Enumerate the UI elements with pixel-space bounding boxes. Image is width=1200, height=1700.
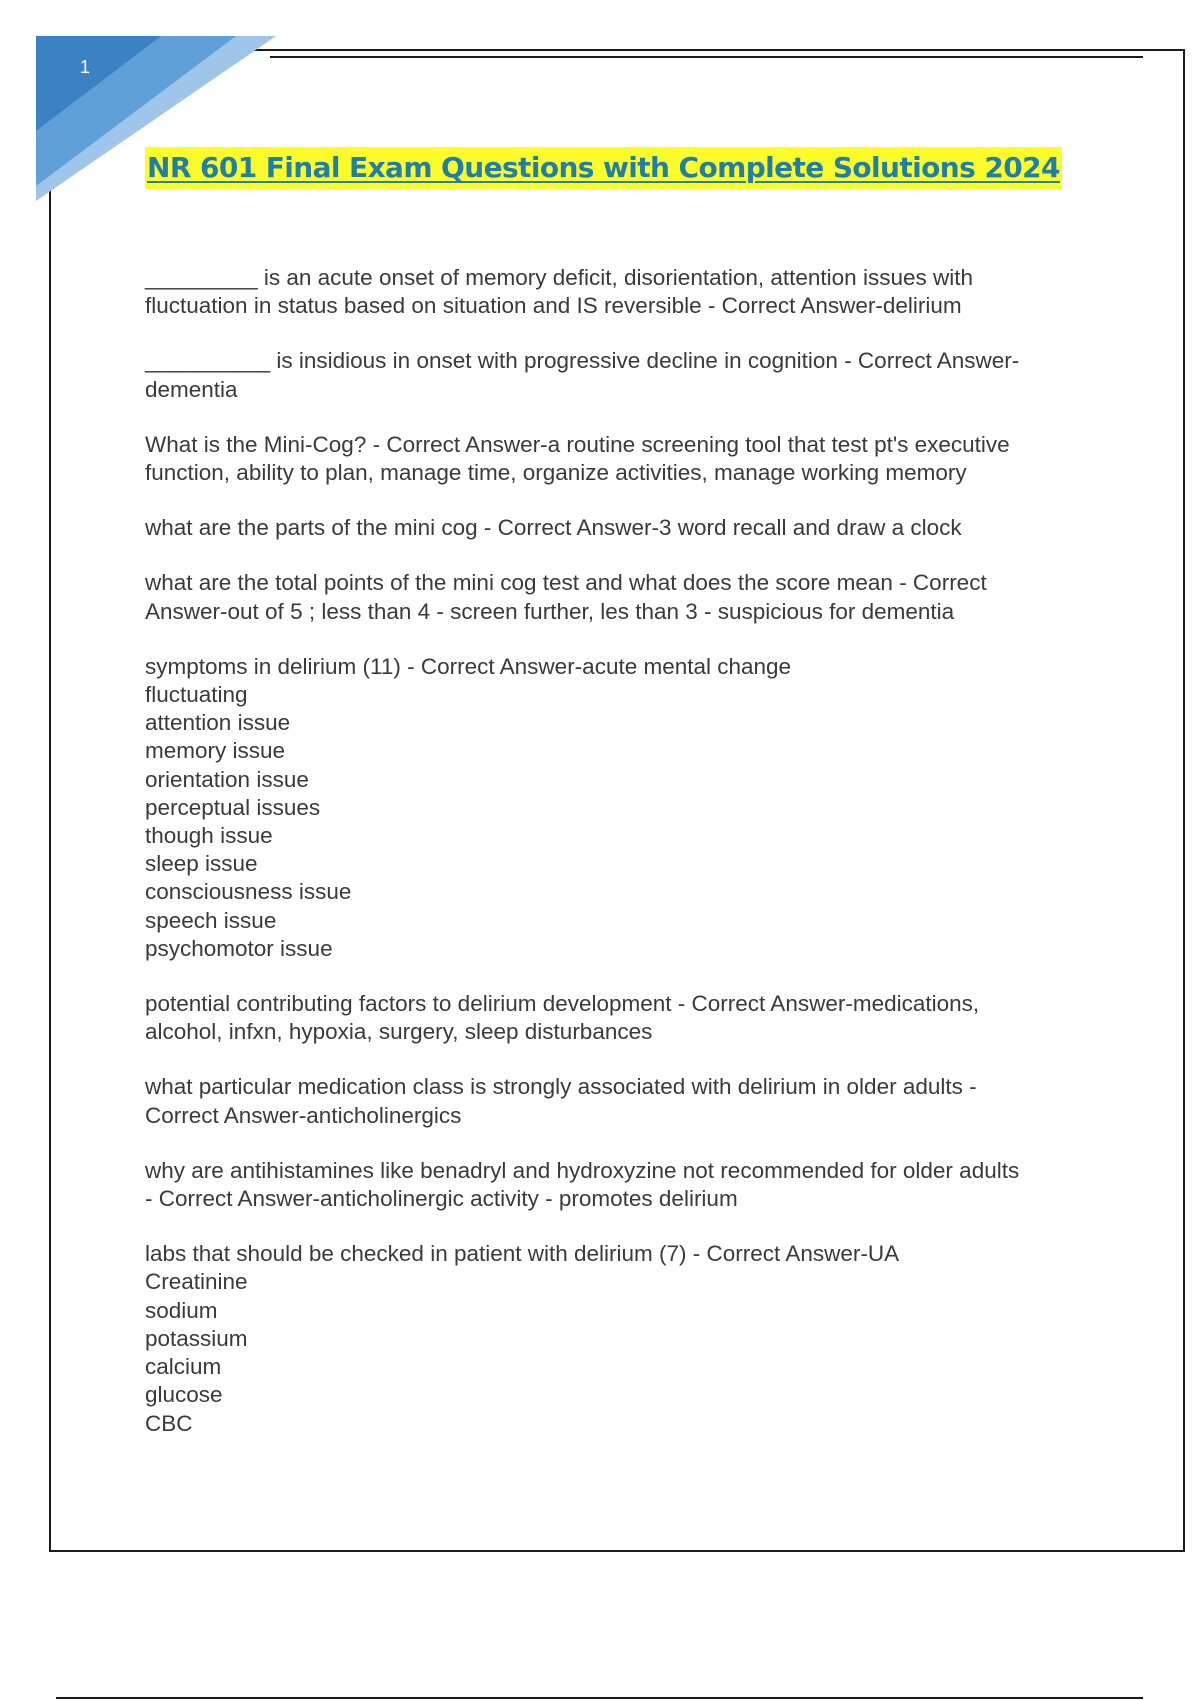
- qa-item-text: labs that should be checked in patient with delirium (7) - Correct Answer-UA Creatinine sodium potassium calcium glucose CBC: [145, 1241, 900, 1436]
- footer-rule: [56, 1697, 1143, 1699]
- qa-item-text: why are antihistamines like benadryl and hydroxyzine not recommended for older adults - Correct Answer-anticholinergic activity - promotes delirium: [145, 1157, 1020, 1212]
- qa-item: [145, 1157, 1105, 1213]
- qa-item: [145, 431, 1105, 487]
- document-title: NR 601 Final Exam Questions with Complete Solutions 2024: [145, 147, 1062, 189]
- header-rule: [270, 56, 1143, 58]
- qa-item: [145, 990, 1105, 1046]
- qa-item-text: __________ is insidious in onset with progressive decline in cognition - Correct Answer- dementia: [145, 348, 1020, 402]
- qa-item-text: what are the total points of the mini cog test and what does the score mean - Correct Answer-out of 5 ; less than 4 - screen further, les than 3 - suspicious for dementia: [145, 570, 987, 624]
- qa-item: [145, 653, 1105, 963]
- qa-item: [145, 1073, 1105, 1129]
- qa-item: [145, 569, 1105, 625]
- qa-item-text: _________ is an acute onset of memory deficit, disorientation, attention issues with fluctuation in status based on situation and IS reversible - Correct Answer-delirium: [145, 265, 973, 319]
- qa-item: [145, 264, 1105, 320]
- qa-item-text: What is the Mini-Cog? - Correct Answer-a routine screening tool that test pt's executive function, ability to plan, manage time, organize activities, manage working memory: [145, 431, 1010, 486]
- qa-item-text: symptoms in delirium (11) - Correct Answer-acute mental change fluctuating attention issue memory issue orientation issue perceptual issues though issue sleep issue consciousness issue speech issue psychomotor issue: [145, 653, 792, 961]
- question-answer-list: [145, 264, 1105, 1465]
- qa-item-text: what are the parts of the mini cog - Correct Answer-3 word recall and draw a clock: [145, 515, 962, 541]
- qa-item: [145, 347, 1105, 403]
- qa-item: [145, 1240, 1105, 1437]
- qa-item-text: potential contributing factors to delirium development - Correct Answer-medications, alcohol, infxn, hypoxia, surgery, sleep disturbances: [145, 991, 980, 1045]
- page-number: 1: [80, 57, 91, 77]
- qa-item: [145, 514, 1105, 542]
- qa-item-text: what particular medication class is strongly associated with delirium in older adults - Correct Answer-anticholinergics: [145, 1074, 977, 1128]
